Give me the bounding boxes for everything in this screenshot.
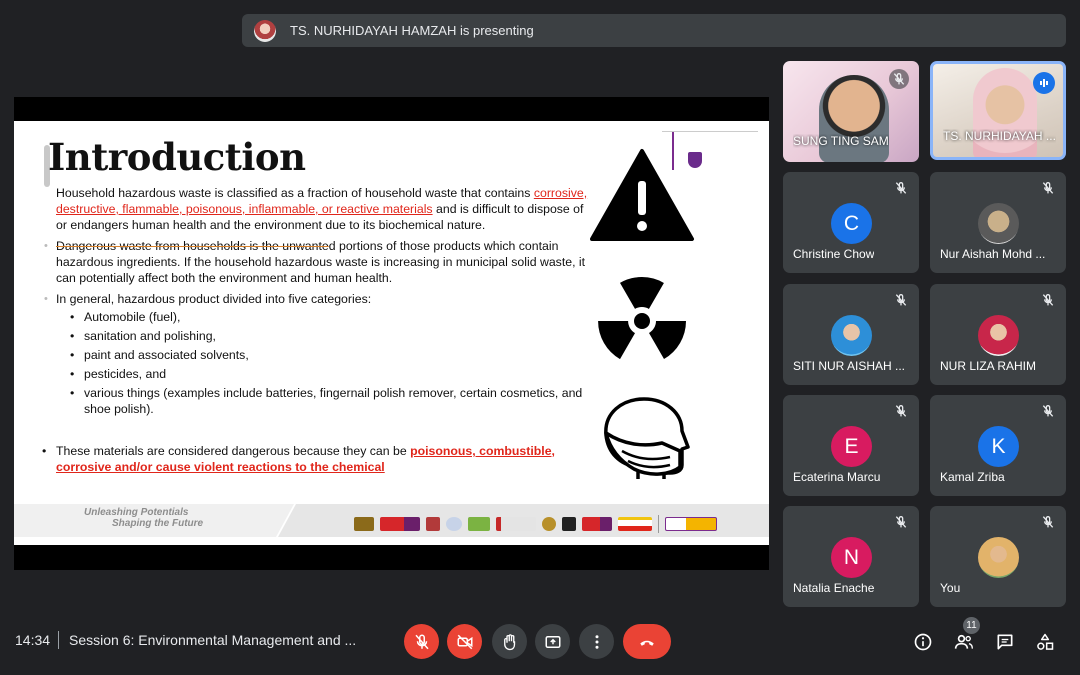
participant-name: SITI NUR AISHAH ...	[793, 359, 906, 373]
mycra-logo	[618, 517, 652, 531]
highlight-danger: poisonous, combustible, corrosive and/or cause violent reactions to the chemical	[56, 444, 555, 474]
hand-icon	[501, 633, 519, 651]
uitm-logo	[665, 517, 717, 531]
participant-tile[interactable]	[783, 395, 919, 496]
slide-body	[44, 185, 596, 422]
ranking-logo	[354, 517, 374, 531]
avatar: E	[831, 426, 872, 467]
avatar: C	[831, 203, 872, 244]
presenting-banner	[242, 14, 1066, 47]
mic-off-icon	[889, 69, 909, 89]
the-asia-logo	[582, 517, 612, 531]
participant-name: NUR LIZA RAHIM	[940, 359, 1037, 373]
participant-name: SUNG TING SAM	[793, 134, 889, 148]
crest-logo	[542, 517, 556, 531]
activities-icon	[1035, 632, 1055, 652]
participant-tile[interactable]	[930, 395, 1066, 496]
paragraph-final: • These materials are considered dangerous because they can be poisonous, combustible, corrosive and/or cause violent reactions to the chemical	[42, 443, 602, 475]
partner-logos	[354, 515, 717, 533]
paragraph-3: • In general, hazardous product divided into five categories: • Automobile (fuel), • sanitation and polishing, • paint and associated solvents, • pesticides, and • various things (examples include batteries, fingernail polish remover, certain cosmetics, and shoe polish).	[56, 291, 596, 417]
list-item: • paint and associated solvents,	[70, 347, 596, 363]
participant-name: TS. NURHIDAYAH ...	[943, 129, 1056, 143]
highlight-materials: corrosive, destructive, flammable, poisonous, inflammable, or reactive materials	[56, 186, 588, 216]
present-screen-icon	[544, 633, 562, 651]
participant-tile[interactable]	[930, 284, 1066, 385]
leave-call-button[interactable]	[623, 624, 671, 659]
avatar: N	[831, 537, 872, 578]
mic-off-icon	[1040, 514, 1056, 530]
presentation-slide	[14, 121, 769, 545]
warning-icon	[588, 147, 696, 245]
participant-tile[interactable]	[783, 61, 919, 162]
raise-hand-button[interactable]	[492, 624, 527, 659]
participant-name: Natalia Enache	[793, 581, 875, 595]
participant-name: Ecaterina Marcu	[793, 470, 881, 484]
mic-off-icon	[893, 292, 909, 308]
participant-name: Christine Chow	[793, 247, 875, 261]
participant-tile[interactable]	[930, 172, 1066, 273]
speaking-indicator-icon	[1033, 72, 1055, 94]
more-options-button[interactable]	[579, 624, 614, 659]
mic-off-icon	[413, 633, 431, 651]
slogan: Unleashing Potentials Shaping the Future	[84, 507, 204, 529]
shared-screen[interactable]	[14, 97, 769, 570]
avatar	[978, 203, 1019, 244]
mic-off-icon	[893, 180, 909, 196]
list-item: • Automobile (fuel),	[70, 309, 596, 325]
chat-icon	[995, 632, 1015, 652]
participant-tile[interactable]	[783, 284, 919, 385]
more-vert-icon	[588, 633, 606, 651]
list-item: • sanitation and polishing,	[70, 328, 596, 344]
camera-button[interactable]	[447, 624, 482, 659]
present-button[interactable]	[535, 624, 570, 659]
microphone-button[interactable]	[404, 624, 439, 659]
participant-tile[interactable]	[783, 506, 919, 607]
participant-count-badge: 11	[963, 617, 980, 634]
list-item: • various things (examples include batteries, fingernail polish remover, certain cosmetics, and shoe polish).	[70, 385, 596, 417]
participant-video	[819, 75, 889, 162]
activities-button[interactable]	[1034, 631, 1056, 653]
face-mask-icon	[600, 395, 690, 483]
meeting-info-button[interactable]	[912, 631, 934, 653]
mic-off-icon	[893, 514, 909, 530]
hang-up-icon	[636, 633, 658, 651]
participant-tile[interactable]	[783, 172, 919, 273]
people-icon	[954, 632, 974, 652]
participant-tile[interactable]	[930, 506, 1066, 607]
participant-name: Kamal Zriba	[940, 470, 1005, 484]
mic-off-icon	[1040, 403, 1056, 419]
avatar	[831, 315, 872, 356]
avatar	[978, 315, 1019, 356]
participant-name: You	[940, 581, 961, 595]
participant-video	[973, 68, 1037, 160]
radiation-icon	[594, 276, 690, 366]
qs-logo	[446, 517, 462, 531]
paragraph-1: Household hazardous waste is classified as a fraction of household waste that contains corrosive, destructive, flammable, poisonous, inflammable, or reactive materials and is difficult to dispose of or endangers human health and the environment due to its biochemical nature.	[56, 186, 588, 232]
meeting-title[interactable]: Session 6: Environmental Management and ...	[69, 632, 357, 648]
meeting-clock: 14:34	[15, 632, 51, 648]
dark-logo	[562, 517, 576, 531]
participant-name: Nur Aishah Mohd ...	[940, 247, 1046, 261]
chat-button[interactable]	[994, 631, 1016, 653]
premier-logo	[496, 517, 536, 531]
the-logo	[380, 517, 420, 531]
people-button[interactable]	[953, 631, 975, 653]
avatar: K	[978, 426, 1019, 467]
list-item: • pesticides, and	[70, 366, 596, 382]
slide-title: Introduction	[48, 135, 306, 179]
camera-off-icon	[456, 633, 474, 651]
info-icon	[913, 632, 933, 652]
mic-off-icon	[893, 403, 909, 419]
award-logo	[426, 517, 440, 531]
green-logo	[468, 517, 490, 531]
category-list	[56, 309, 596, 417]
presenter-avatar	[254, 20, 276, 42]
presenting-text: TS. NURHIDAYAH HAMZAH is presenting	[290, 23, 534, 38]
mic-off-icon	[1040, 292, 1056, 308]
avatar	[978, 537, 1019, 578]
paragraph-2: • Dangerous waste from households is the unwanted portions of those products which contain hazardous ingredients. If the household hazardous waste is increasing in municipal solid waste, it can potentially affect both the environment and human health.	[44, 239, 586, 285]
mic-off-icon	[1040, 180, 1056, 196]
participant-tile[interactable]	[930, 61, 1066, 160]
